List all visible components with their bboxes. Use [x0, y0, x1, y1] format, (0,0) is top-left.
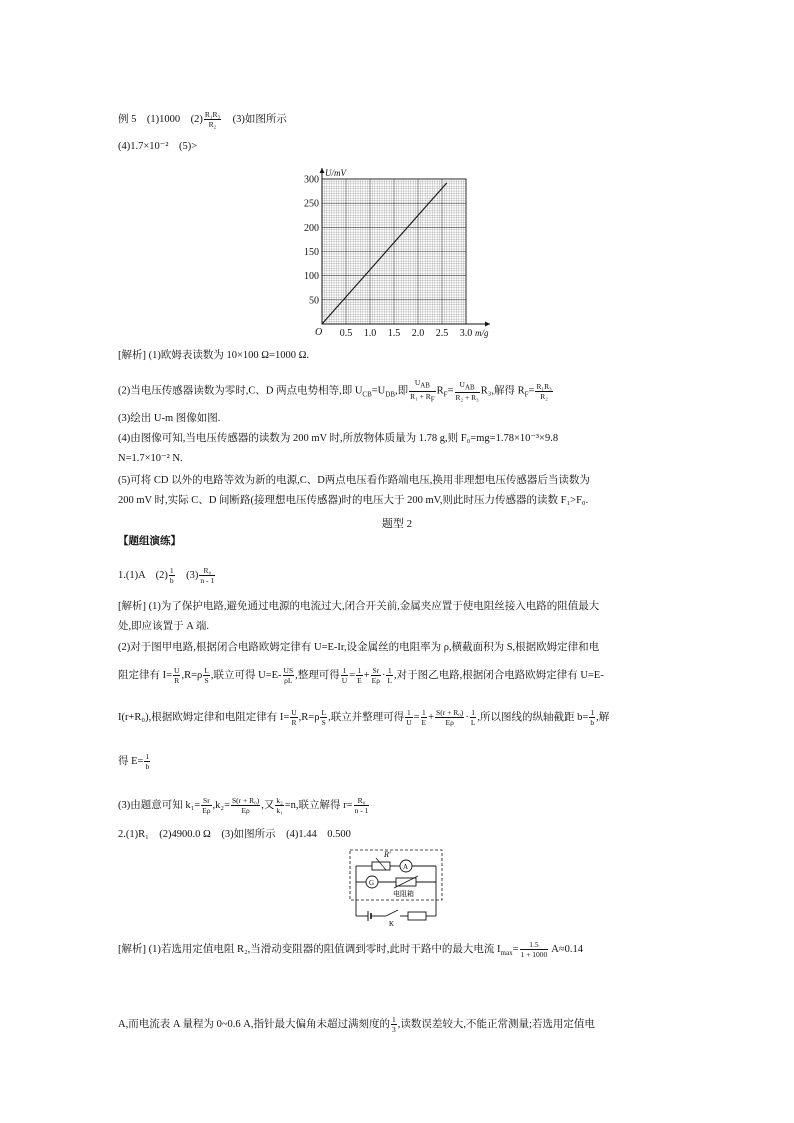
- fraction: $\frac{\text{R₀}}{n - 1}$: [354, 796, 369, 815]
- q2-analysis-line1: [解析] (1)若选用定值电阻 R₂,当滑动变阻器的阻值调到零时,此时干路中的最大电流 $I_{max}=$ $\frac{1.5}{1 + 1000}$ A≈0.14: [118, 940, 584, 959]
- x-tick-label: 0.5: [339, 328, 353, 339]
- fraction: $\frac{1}{U}$: [341, 666, 348, 685]
- fraction: $\frac{1}{E}$: [421, 708, 427, 727]
- y-tick-label: 300: [304, 174, 319, 186]
- q2-analysis-line2: A,而电流表 A 量程为 0~0.6 A,指针最大偏角未超过满刻度的 $\frac{1}{3}$ ,读数误差较大,不能正常测量;若选用定值电: [118, 1015, 595, 1034]
- group-heading: 【题组演练】: [118, 536, 181, 547]
- fraction: $\frac{US}{\rho L}$: [283, 666, 294, 685]
- x-tick-label: 3.0: [459, 328, 473, 339]
- switch-icon: [386, 910, 398, 916]
- y-tick-label: 50: [309, 295, 319, 307]
- y-tick-label: 200: [304, 222, 319, 234]
- x-axis-arrow: [485, 322, 490, 327]
- q1-analysis-line7: (3)由题意可知 k₁= $\frac{Sr}{E\rho}$ ,k₂= $\frac{\text{S(r + R₀)}}{E\rho}$ ,又 $\frac{\text{k₂}}{\text{k₁}}$ =n,联立解得 r= $\frac{\text{R₀}}{n - 1}$: [118, 796, 369, 815]
- fraction: $\frac{1}{L}$: [470, 708, 476, 727]
- fraction: $\frac{1}{3}$: [391, 1015, 396, 1034]
- fraction: $\frac{U_{AB}}{R_1 + R_F}$: [410, 378, 435, 403]
- analysis5-p3: (3)绘出 U-m 图像如图.: [118, 413, 221, 424]
- q1-analysis-line6: 得 E= $\frac{1}{b}$: [118, 752, 150, 771]
- y-tick-label: 150: [304, 247, 319, 258]
- fraction: $\frac{\text{R₁R₃}}{\text{R₂}}$: [536, 381, 552, 401]
- fraction: $\frac{\text{R₁R₃}}{\text{R₂}}$: [204, 110, 221, 129]
- fraction: $\frac{1}{E}$: [357, 666, 362, 685]
- q2-answer: 2.(1)R₁ (2)4900.0 Ω (3)如图所示 (4)1.44 0.500: [118, 829, 351, 840]
- fraction: $\frac{U_{AB}}{\text{R₂ + R₃}}$: [455, 379, 479, 403]
- label-galvanometer: G: [369, 879, 375, 887]
- analysis5-p1: [解析] (1)欧姆表读数为 10×100 Ω=1000 Ω.: [118, 350, 310, 361]
- section-title: 题型 2: [381, 518, 413, 530]
- label-r-prime: R′: [384, 850, 391, 859]
- y-tick-label: 100: [304, 271, 319, 283]
- fraction: $\frac{1.5}{1 + 1000}$: [520, 940, 548, 959]
- y-axis-arrow: [320, 168, 325, 173]
- x-tick-label: 2.5: [435, 328, 449, 339]
- fraction: $\frac{1}{U}$: [406, 708, 412, 727]
- resistor-fixed: [408, 912, 426, 920]
- x-tick-label: 2.0: [411, 328, 425, 339]
- fraction: $\frac{1}{b}$: [169, 566, 174, 585]
- ex5-answer-tail: (3)如图所示: [222, 113, 287, 125]
- fraction: $\frac{Sr}{E\rho}$: [371, 666, 380, 685]
- y-tick-label: 250: [304, 198, 319, 210]
- origin-label: O: [315, 327, 323, 338]
- label-ammeter: A: [403, 863, 409, 871]
- chart-grid: [322, 179, 466, 324]
- fraction: $\frac{1}{L}$: [387, 666, 393, 685]
- fraction: $\frac{\text{S(r + R₀)}}{E\rho}$: [232, 796, 260, 815]
- analysis5-p5b: 200 mV 时,实际 C、D 间断路(接理想电压传感器)时的电压大于 200 mV,则此时压力传感器的读数 F₁>F₀.: [118, 495, 589, 506]
- fraction: $\frac{\text{k₂}}{\text{k₁}}$: [276, 796, 283, 815]
- x-tick-label: 1.5: [387, 328, 401, 339]
- circuit-diagram: [346, 846, 446, 926]
- label-switch: K: [389, 920, 395, 926]
- resistor-r-prime: [372, 862, 390, 870]
- label-resistance-box: 电阻箱: [393, 890, 414, 898]
- analysis5-p5a: (5)可将 CD 以外的电路等效为新的电源,C、D两点电压看作路端电压,换用非理想电压传感器后当读数为: [118, 475, 590, 486]
- q1-analysis-line2: 处,即应该置于 A 端.: [118, 621, 210, 632]
- analysis5-p4a: (4)由图像可知,当电压传感器的读数为 200 mV 时,所放物体质量为 1.78 g,则 F₀=mg=1.78×10⁻³×9.8: [118, 433, 559, 444]
- ex5-answer-text: 例 5 (1)1000 (2): [118, 113, 203, 125]
- x-tick-label: 1.0: [363, 328, 377, 339]
- q1-answer: 1.(1)A (2) $\frac{1}{b}$ (3) $\frac{\text{R₀}}{n - 1}$: [118, 566, 215, 585]
- q1-analysis-line5: I(r+R₀),根据欧姆定律和电阻定律有 I= $\frac{U}{R}$ ,R=ρ $\frac{L}{S}$ ,联立并整理可得 $\frac{1}{U}$ = $\frac{1}{E}$ + $\frac{\text{S(r + R₀)}}{E\rho}$ · $\frac{1}{L}$ ,所以图线的纵轴截距 b= $\frac{1}{b}$ ,解: [118, 708, 610, 727]
- fraction: $\frac{1}{b}$: [590, 708, 595, 727]
- fraction: $\frac{1}{b}$: [145, 752, 150, 771]
- ex5-answer-line2: (4)1.7×10⁻² (5)>: [118, 141, 198, 152]
- analysis5-p4b: N=1.7×10⁻² N.: [118, 453, 183, 464]
- fraction: $\frac{\text{R₀}}{n - 1}$: [200, 566, 215, 585]
- fraction: $\frac{\text{S(r + R₀)}}{E\rho}$: [436, 708, 464, 727]
- q1-analysis-line4: 阻定律有 I= $\frac{U}{R}$ ,R=ρ $\frac{L}{S}$ ,联立可得 U=E- $\frac{US}{\rho L}$ ,整理可得 $\frac{1}{U}$ = $\frac{1}{E}$ + $\frac{Sr}{E\rho}$ · $\frac{1}{L}$ ,对于图乙电路,根据闭合电路欧姆定律有 U=E-: [118, 666, 604, 685]
- fraction: $\frac{U}{R}$: [291, 708, 297, 727]
- fraction: $\frac{L}{S}$: [204, 666, 209, 685]
- q1-analysis-line1: [解析] (1)为了保护电路,避免通过电源的电流过大,闭合开关前,金属夹应置于使电阻丝接入电路的阻值最大: [118, 601, 600, 612]
- fraction: $\frac{Sr}{E\rho}$: [202, 796, 211, 815]
- fraction: $\frac{U}{R}$: [174, 666, 180, 685]
- analysis5-p2: (2)当电压传感器读数为零时,C、D 两点电势相等,即 $U_{CB}=U_{DB}$,即 $\frac{U_{AB}}{R_1 + R_F}$ $R_F=$ $\frac{U_{AB}}{\text{R₂ + R₃}}$ R₃,解得 $R_F=$ $\frac{\text{R₁R₃}}{\text{R₂}}$: [118, 378, 552, 403]
- x-axis-label: m/g: [475, 328, 489, 338]
- q1-analysis-line3: (2)对于图甲电路,根据闭合电路欧姆定律有 U=E-Ir,设金属丝的电阻率为 ρ,横截面积为 S,根据欧姆定律和电: [118, 642, 600, 653]
- y-axis-label: U/mV: [325, 168, 346, 178]
- fraction: $\frac{L}{S}$: [321, 708, 327, 727]
